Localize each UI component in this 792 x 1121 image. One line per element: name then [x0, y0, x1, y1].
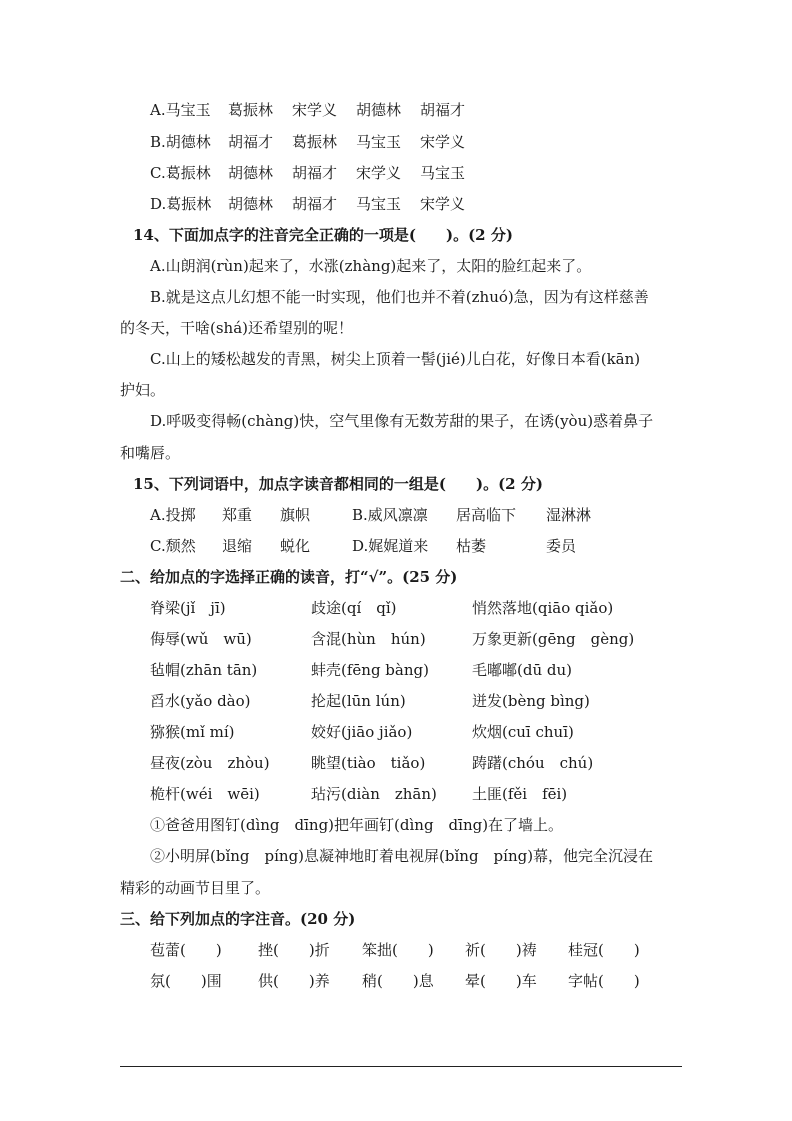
option-item: A.投掷 — [150, 506, 196, 524]
annotation-item: 笨拙( ) — [362, 941, 434, 959]
section-2-sentence-2-line1: ②小明屏(bǐng píng)息凝神地盯着电视屏(bǐng píng)幕，他完全沉浸在 — [150, 847, 654, 865]
option-item: 胡福才 — [292, 195, 338, 213]
pinyin-item: 抡起(lūn lún) — [311, 692, 406, 710]
annotation-item: 祈( )祷 — [465, 941, 537, 959]
q13-option-c — [150, 163, 465, 183]
annotation-item: 稍( )息 — [362, 972, 434, 990]
option-item: 胡福才 — [292, 164, 338, 182]
option-item: 胡福才 — [420, 101, 466, 119]
option-item: B.胡德林 — [150, 133, 211, 151]
option-item: 宋学义 — [420, 195, 466, 213]
annotation-item: 晕( )车 — [465, 972, 537, 990]
option-item: C.颓然 — [150, 537, 196, 555]
option-item: 枯萎 — [456, 537, 487, 555]
pinyin-item: 昼夜(zòu zhòu) — [150, 754, 270, 772]
option-item: 宋学义 — [292, 101, 338, 119]
pinyin-item: 姣好(jiāo jiǎo) — [311, 723, 413, 741]
q14-option-d-line1: D.呼吸变得畅(chàng)快，空气里像有无数芳甜的果子，在诱(yòu)惑着鼻子 — [150, 412, 654, 430]
pinyin-item: 土匪(fěi fēi) — [472, 785, 568, 803]
pinyin-item: 桅杆(wéi wēi) — [150, 785, 260, 803]
section-2-sentence-1: ①爸爸用图钉(dìng dīng)把年画钉(dìng dīng)在了墙上。 — [150, 816, 564, 834]
q13-option-a — [150, 100, 465, 120]
q14-title: 14、下面加点字的注音完全正确的一项是( )。(2 分) — [133, 226, 513, 244]
option-item: 宋学义 — [356, 164, 402, 182]
option-item: 胡德林 — [228, 195, 274, 213]
option-item: 蜕化 — [280, 537, 311, 555]
pinyin-item: 迸发(bèng bìng) — [472, 692, 590, 710]
q13-option-b — [150, 132, 465, 152]
q14-option-c-line1: C.山上的矮松越发的青黑，树尖上顶着一髻(jié)儿白花，好像日本看(kān) — [150, 350, 641, 368]
option-item: 马宝玉 — [356, 133, 402, 151]
annotation-item: 字帖( ) — [568, 972, 640, 990]
option-item: 居高临下 — [456, 506, 517, 524]
option-item: D.娓娓道来 — [352, 537, 429, 555]
annotation-item: 苞蕾( ) — [150, 941, 222, 959]
option-item: C.葛振林 — [150, 164, 211, 182]
pinyin-item: 万象更新(gēng gèng) — [472, 630, 635, 648]
section-2-title: 二、给加点的字选择正确的读音，打“√”。(25 分) — [120, 568, 458, 586]
pinyin-item: 踌躇(chóu chú) — [472, 754, 594, 772]
pinyin-item: 侮辱(wǔ wū) — [150, 630, 252, 648]
q14-option-b-line1: B.就是这点儿幻想不能一时实现，他们也并不着(zhuó)急，因为有这样慈善 — [150, 288, 649, 306]
option-item: 胡德林 — [356, 101, 402, 119]
option-item: 委员 — [546, 537, 577, 555]
option-item: 郑重 — [222, 506, 253, 524]
q14-option-b-line2: 的冬天，干啥(shá)还希望别的呢！ — [120, 319, 354, 337]
option-item: 湿淋淋 — [546, 506, 592, 524]
option-item: D.葛振林 — [150, 195, 212, 213]
option-item: 葛振林 — [292, 133, 338, 151]
option-item: 旗帜 — [280, 506, 311, 524]
q13-option-d — [150, 194, 465, 214]
annotation-item: 桂冠( ) — [568, 941, 640, 959]
option-item: 马宝玉 — [356, 195, 402, 213]
q15-row-2 — [150, 536, 576, 556]
pinyin-item: 炊烟(cuī chuī) — [472, 723, 574, 741]
pinyin-item: 毛嘟嘟(dū du) — [472, 661, 572, 679]
option-item: 胡德林 — [228, 164, 274, 182]
footer-divider — [120, 1066, 682, 1067]
option-item: 胡福才 — [228, 133, 274, 151]
option-item: 宋学义 — [420, 133, 466, 151]
option-item: A.马宝玉 — [150, 101, 211, 119]
option-item: 葛振林 — [228, 101, 274, 119]
pinyin-item: 眺望(tiào tiǎo) — [311, 754, 426, 772]
option-item: B.威风凛凛 — [352, 506, 428, 524]
section-2-sentence-2-line2: 精彩的动画节目里了。 — [120, 879, 271, 897]
option-item: 退缩 — [222, 537, 253, 555]
pinyin-item: 悄然落地(qiāo qiǎo) — [472, 599, 614, 617]
section-3-title: 三、给下列加点的字注音。(20 分) — [120, 910, 356, 928]
q15-row-1 — [150, 505, 591, 525]
q14-option-c-line2: 护妇。 — [120, 381, 166, 399]
pinyin-item: 蚌壳(fēng bàng) — [311, 661, 429, 679]
annotation-item: 挫( )折 — [258, 941, 330, 959]
pinyin-item: 玷污(diàn zhān) — [311, 785, 437, 803]
q14-option-d-line2: 和嘴唇。 — [120, 444, 181, 462]
pinyin-item: 歧途(qí qǐ) — [311, 599, 397, 617]
option-item: 马宝玉 — [420, 164, 466, 182]
pinyin-item: 毡帽(zhān tān) — [150, 661, 258, 679]
pinyin-item: 含混(hùn hún) — [311, 630, 426, 648]
q14-option-a: A.山朗润(rùn)起来了，水涨(zhàng)起来了，太阳的脸红起来了。 — [150, 257, 592, 275]
pinyin-item: 猕猴(mǐ mí) — [150, 723, 235, 741]
pinyin-item: 舀水(yǎo dào) — [150, 692, 251, 710]
q15-title: 15、下列词语中，加点字读音都相同的一组是( )。(2 分) — [133, 475, 543, 493]
annotation-item: 供( )养 — [258, 972, 330, 990]
pinyin-item: 脊梁(jǐ jī) — [150, 599, 226, 617]
annotation-item: 氛( )围 — [150, 972, 222, 990]
